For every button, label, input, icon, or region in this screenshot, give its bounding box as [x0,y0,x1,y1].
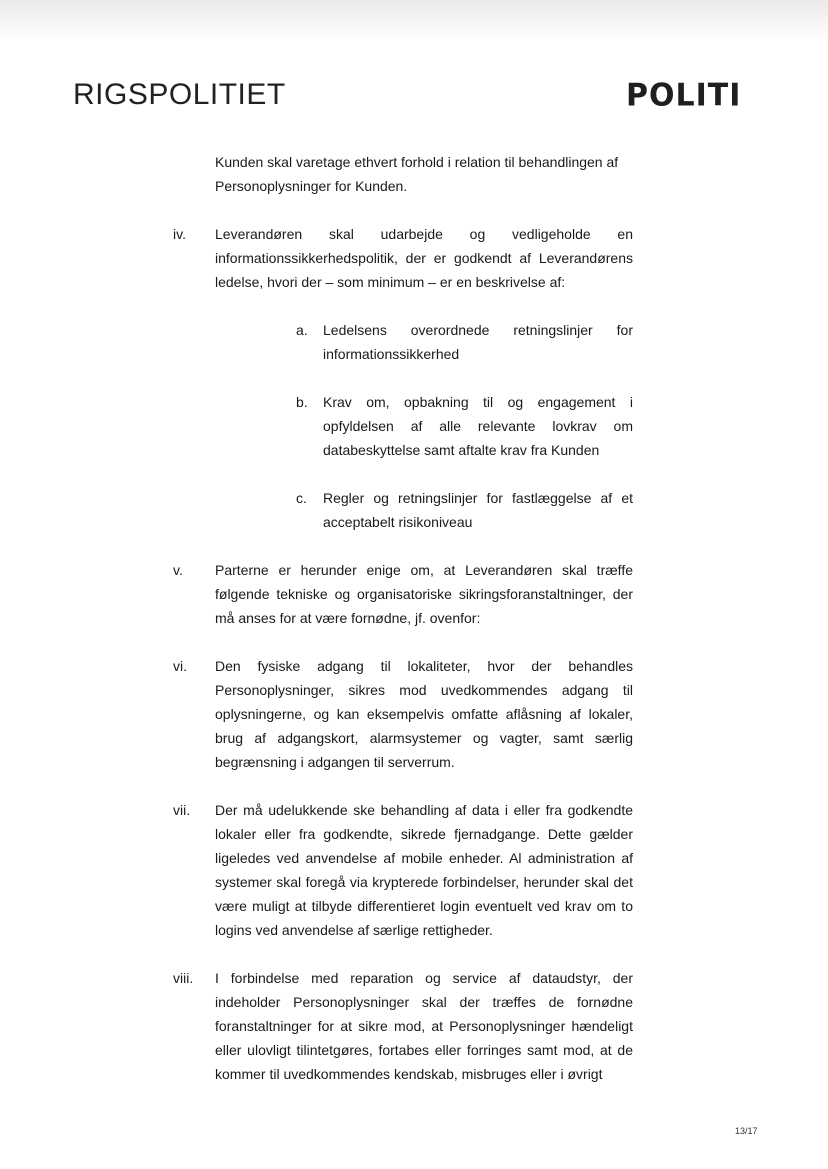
item-text: Parterne er herunder enige om, at Leverandøren skal træffe følgende tekniske og organisatoriske sikringsforanstaltninger, der må anses for at være fornødne, jf. ovenfor: [215,562,633,626]
item-text: I forbindelse med reparation og service af dataudstyr, der indeholder Personoplysninger skal der træffes de fornødne foranstaltninger for at sikre mod, at Personoplysninger hændeligt eller ulovligt tilintetgøres, fortabes eller forringes samt mod, at de kommer til uvedkommendes kendskab, misbruges eller i øvrigt [215,970,633,1082]
list-item-v [173,558,633,630]
list-item-iv [173,222,633,294]
subitem-letter: c. [296,490,307,506]
page-number: 13/17 [735,1126,758,1136]
item-text: Der må udelukkende ske behandling af data i eller fra godkendte lokaler eller fra godkendte, sikrede fjernadgange. Dette gælder ligeledes ved anvendelse af mobile enheder. Al administration af systemer skal foregå via krypterede forbindelser, herunder skal det være muligt at tilbyde differentieret login eventuelt ved krav om to logins ved anvendelse af særlige rettigheder. [215,802,633,938]
item-number: viii. [173,970,194,986]
list-item-vi [173,654,633,774]
subitem-text: Regler og retningslinjer for fastlæggelse af et acceptabelt risikoniveau [323,490,633,530]
subitem-c [296,486,633,534]
item-text: Den fysiske adgang til lokaliteter, hvor der behandles Personoplysninger, sikres mod uvedkommendes adgang til oplysningerne, og kan eksempelvis omfatte aflåsning af lokaler, brug af adgangskort, alarmsystemer og vagter, samt særlig begrænsning i adgangen til serverrum. [215,658,633,770]
item-number: vi. [173,658,187,674]
subitem-letter: b. [296,394,308,410]
item-number: iv. [173,226,186,242]
list-item-vii [173,798,633,942]
item-number: v. [173,562,183,578]
subitem-letter: a. [296,322,308,338]
subitem-text: Krav om, opbakning til og engagement i opfyldelsen af alle relevante lovkrav om databeskyttelse samt aftalte krav fra Kunden [323,394,633,458]
org-name: RIGSPOLITIET [73,78,286,111]
item-text: Leverandøren skal udarbejde og vedligeholde en informationssikkerhedspolitik, der er godkendt af Leverandørens ledelse, hvori der – som minimum – er en beskrivelse af: [215,226,633,290]
politi-logo: POLITI [626,77,742,114]
subitem-a [296,318,633,366]
subitem-b [296,390,633,462]
scan-edge [0,0,828,40]
item-number: vii. [173,802,191,818]
subitem-text: Ledelsens overordnede retningslinjer for informationssikkerhed [323,322,633,362]
intro-paragraph: Kunden skal varetage ethvert forhold i relation til behandlingen af Personoplysninger for Kunden. [215,154,619,194]
list-item-viii [173,966,633,1086]
